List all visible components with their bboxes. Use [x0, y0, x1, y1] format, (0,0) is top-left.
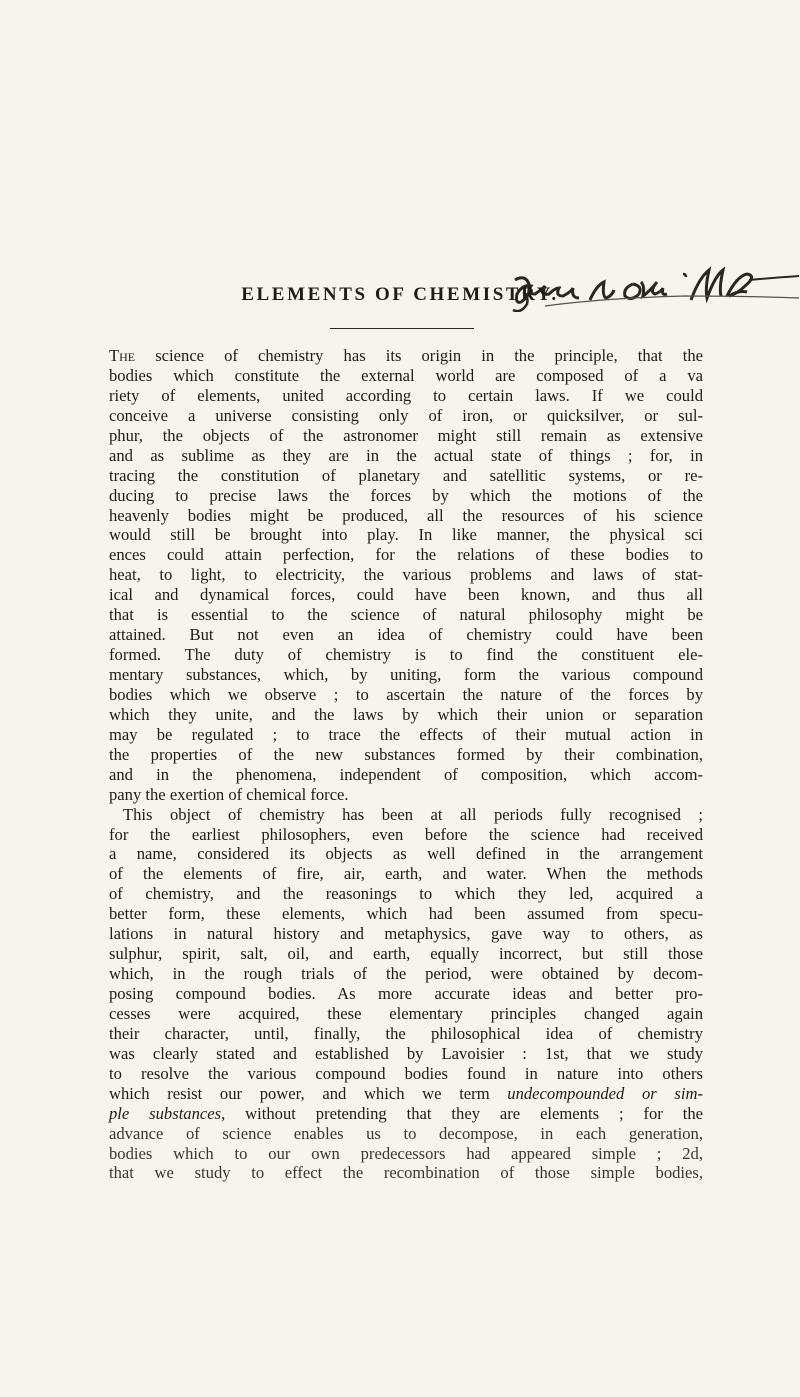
chapter-title: ELEMENTS OF CHEMISTRY.: [241, 284, 559, 305]
body-text: [109, 346, 703, 1183]
text-line: which they unite, and the laws by which their union or separation: [109, 704, 703, 724]
text-line: pany the exertion of chemical force.: [109, 784, 349, 804]
text-line: a name, considered its objects as well defined in the arrangement: [109, 844, 703, 864]
text-line: bodies which constitute the external world are composed of a va: [109, 365, 703, 385]
text-line: heat, to light, to electricity, the various problems and laws of stat-: [109, 565, 703, 585]
text-line: their character, until, finally, the philosophical idea of chemistry: [109, 1023, 703, 1043]
text-line: mentary substances, which, by uniting, form the various compound: [109, 665, 703, 684]
text-line: posing compound bodies. As more accurate ideas and better pro-: [109, 984, 703, 1003]
text-line: that is essential to the science of natural philosophy might be: [109, 605, 703, 625]
text-line: to resolve the various compound bodies found in nature into others: [109, 1063, 703, 1083]
text-line: This object of chemistry has been at all periods fully recognised ;: [123, 804, 703, 824]
text-line: the properties of the new substances formed by their combination,: [109, 744, 703, 764]
text-line: may be regulated ; to trace the effects of their mutual action in: [109, 724, 703, 744]
text-line: for the earliest philosophers, even before the science had received: [109, 824, 703, 844]
text-line: and as sublime as they are in the actual state of things ; for, in: [109, 445, 703, 465]
text-line: riety of elements, united according to certain laws. If we could: [109, 385, 703, 405]
text-line: ple substances, without pretending that they are elements ; for the: [109, 1103, 703, 1123]
text-line: ducing to precise laws the forces by which the motions of the: [109, 485, 703, 505]
text-line: cesses were acquired, these elementary principles changed again: [109, 1003, 703, 1023]
text-line: would still be brought into play. In like manner, the physical sci: [109, 525, 703, 545]
text-line: that we study to effect the recombination of those simple bodies,: [109, 1163, 703, 1183]
text-line: was clearly stated and established by Lavoisier : 1st, that we study: [109, 1043, 703, 1063]
title-rule: [330, 328, 474, 329]
text-line: lations in natural history and metaphysics, gave way to others, as: [109, 924, 703, 944]
text-line: of the elements of fire, air, earth, and water. When the methods: [109, 864, 703, 884]
text-line: conceive a universe consisting only of iron, or quicksilver, or sul-: [109, 405, 703, 425]
text-line: bodies which to our own predecessors had appeared simple ; 2d,: [109, 1143, 703, 1163]
text-line: bodies which we observe ; to ascertain the nature of the forces by: [109, 684, 703, 704]
text-line: attained. But not even an idea of chemistry could have been: [109, 625, 703, 645]
text-line: ences could attain perfection, for the relations of these bodies to: [109, 545, 703, 565]
text-line: which resist our power, and which we term undecompounded or sim-: [109, 1083, 703, 1103]
text-line: sulphur, spirit, salt, oil, and earth, equally incorrect, but still those: [109, 944, 703, 964]
text-line: advance of science enables us to decompose, in each generation,: [109, 1123, 703, 1143]
text-line: ical and dynamical forces, could have been known, and thus all: [109, 585, 703, 605]
text-line: better form, these elements, which had been assumed from specu-: [109, 904, 703, 924]
text-line: of chemistry, and the reasonings to which they led, acquired a: [109, 884, 703, 904]
text-line: tracing the constitution of planetary and satellitic systems, or re-: [109, 465, 703, 485]
text-line: and in the phenomena, independent of composition, which accom-: [109, 764, 703, 784]
text-line: heavenly bodies might be produced, all the resources of his science: [109, 505, 703, 525]
text-line: formed. The duty of chemistry is to find the constituent ele-: [109, 645, 703, 665]
text-line: which, in the rough trials of the period, were obtained by decom-: [109, 964, 703, 984]
text-line: phur, the objects of the astronomer might still remain as extensive: [109, 425, 703, 445]
text-line: The science of chemistry has its origin in the principle, that the: [109, 346, 703, 365]
